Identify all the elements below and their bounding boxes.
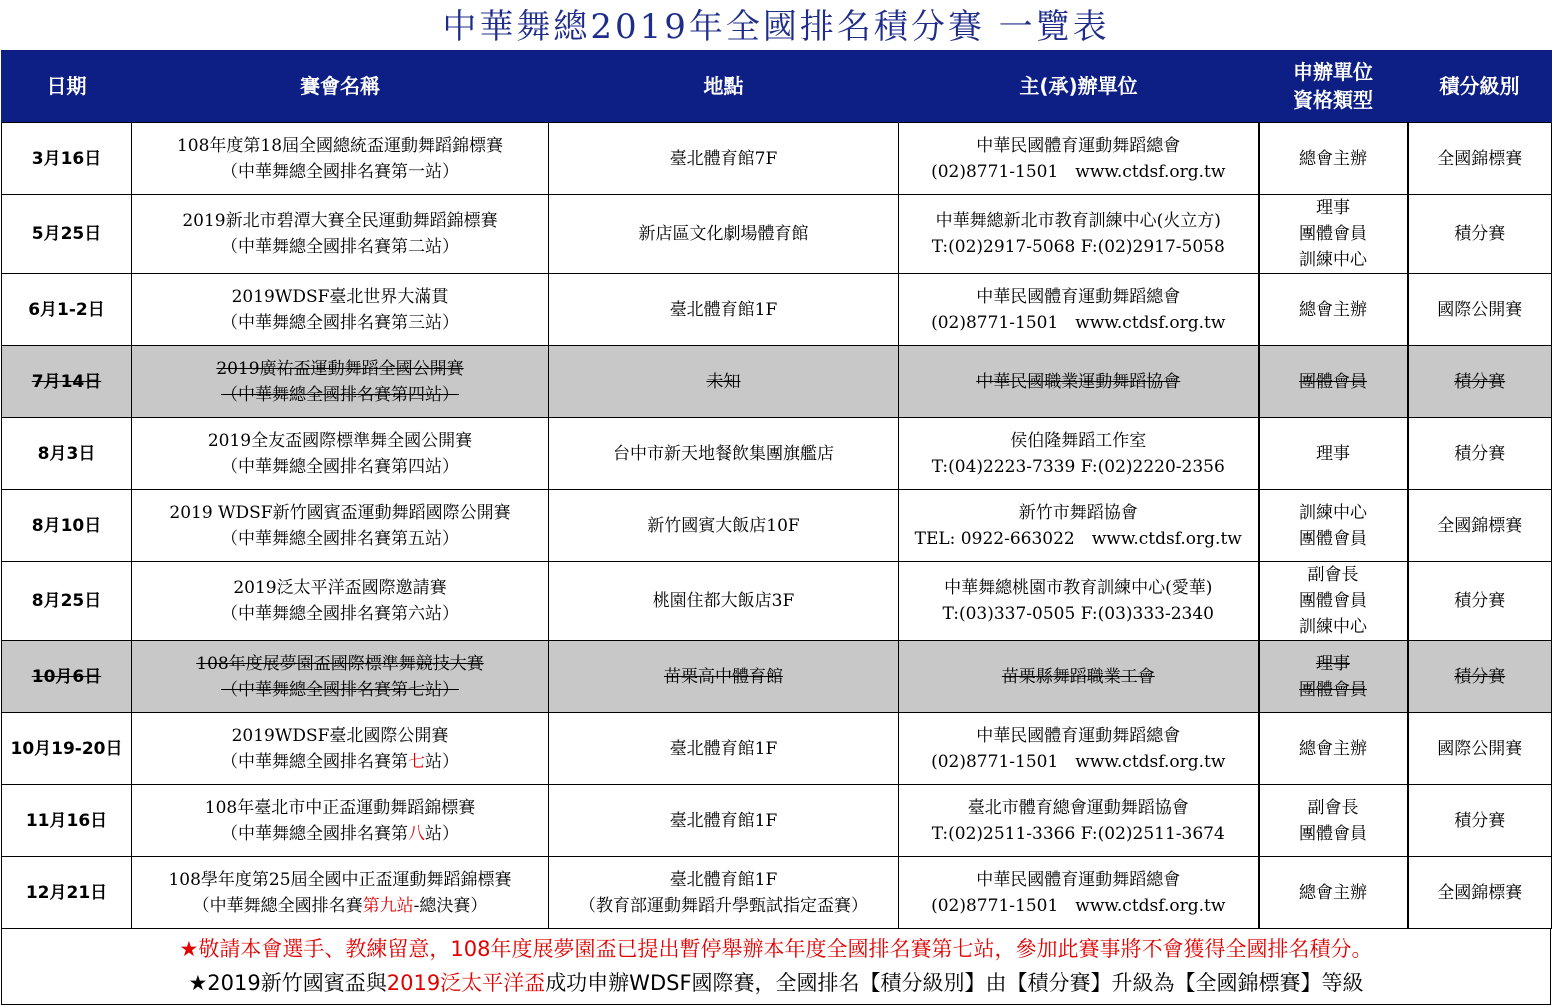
cell-venue xyxy=(549,785,899,857)
event-name: 2019 WDSF新竹國賓盃運動舞蹈國際公開賽 xyxy=(169,502,511,523)
event-stage: （中華舞總全國排名賽第一站） xyxy=(221,161,459,182)
cell-qualification xyxy=(1259,562,1408,641)
table-row xyxy=(2,346,1552,418)
venue-name: 苗栗高中體育館 xyxy=(664,666,783,687)
event-stage: （中華舞總全國排名賽第五站） xyxy=(221,528,459,549)
cell-organizer xyxy=(899,490,1259,562)
cell-qualification xyxy=(1259,785,1408,857)
header-event: 賽會名稱 xyxy=(132,50,549,123)
cell-event xyxy=(132,123,549,195)
cell-qualification xyxy=(1259,713,1408,785)
cell-organizer xyxy=(899,785,1259,857)
cell-level: 積分賽 xyxy=(1408,195,1552,274)
event-stage-part1: （中華舞總全國排名賽第 xyxy=(221,751,408,772)
note-upgrade-part2: 成功申辦WDSF國際賽，全國排名【積分級別】由【積分賽】升級為【全國錦標賽】等級 xyxy=(545,971,1364,995)
qualification-type: 總會主辦 xyxy=(1299,882,1367,903)
table-row xyxy=(2,418,1552,490)
event-name: 2019廣祐盃運動舞蹈全國公開賽 xyxy=(216,358,464,379)
venue-name: 新店區文化劇場體育館 xyxy=(638,224,809,244)
organizer-contact: T:(04)2223-7339 F:(02)2220-2356 xyxy=(931,456,1225,477)
event-name: 2019全友盃國際標準舞全國公開賽 xyxy=(207,430,473,451)
organizer-name: 中華民國職業運動舞蹈協會 xyxy=(976,371,1181,392)
cell-date: 8月3日 xyxy=(2,418,132,490)
cell-date: 5月25日 xyxy=(2,195,132,274)
venue-name: 桃園住都大飯店3F xyxy=(652,591,795,611)
table-row xyxy=(2,785,1552,857)
table-row xyxy=(2,562,1552,641)
table-row xyxy=(2,713,1552,785)
event-stage: （中華舞總全國排名賽第三站） xyxy=(221,312,459,333)
event-stage-part1: （中華舞總全國排名賽第 xyxy=(221,823,408,844)
organizer-contact: T:(03)337-0505 F:(03)333-2340 xyxy=(942,604,1214,624)
organizer-contact: T:(02)2917-5068 F:(02)2917-5058 xyxy=(931,237,1225,257)
venue-name: 未知 xyxy=(706,371,741,392)
qualification-type: 團體會員 xyxy=(1299,528,1367,549)
organizer-contact: T:(02)2511-3366 F:(02)2511-3674 xyxy=(931,823,1225,844)
note-upgrade-highlight: 2019泛太平洋盃 xyxy=(386,971,546,995)
table-body xyxy=(2,123,1552,929)
event-name: 108學年度第25屆全國中正盃運動舞蹈錦標賽 xyxy=(168,869,512,890)
cell-level: 積分賽 xyxy=(1408,785,1552,857)
cell-date: 6月1-2日 xyxy=(2,274,132,346)
cell-event xyxy=(132,857,549,929)
organizer-name: 中華民國體育運動舞蹈總會 xyxy=(976,869,1181,890)
note-upgrade xyxy=(2,966,1550,1000)
cell-qualification xyxy=(1259,490,1408,562)
cell-venue xyxy=(549,195,899,274)
cell-organizer xyxy=(899,195,1259,274)
event-stage-part2: 站） xyxy=(425,823,459,844)
qualification-type: 總會主辦 xyxy=(1299,148,1367,169)
star-icon: ★ xyxy=(188,971,208,995)
organizer-name: 臺北市體育總會運動舞蹈協會 xyxy=(967,797,1189,818)
event-stage-number: 八 xyxy=(408,823,425,844)
event-name: 2019WDSF臺北世界大滿貫 xyxy=(231,286,449,307)
qualification-type: 副會長 xyxy=(1307,565,1359,585)
qualification-type: 團體會員 xyxy=(1299,591,1367,611)
event-stage-part2: 站） xyxy=(425,751,459,772)
cell-qualification xyxy=(1259,123,1408,195)
cell-date: 8月25日 xyxy=(2,562,132,641)
qualification-type: 訓練中心 xyxy=(1299,617,1367,637)
cell-venue xyxy=(549,274,899,346)
venue-note: （教育部運動舞蹈升學甄試指定盃賽） xyxy=(579,895,868,916)
event-name: 108年度第18屆全國總統盃運動舞蹈錦標賽 xyxy=(176,135,504,156)
organizer-name: 苗栗縣舞蹈職業工會 xyxy=(1001,666,1155,687)
qualification-type: 訓練中心 xyxy=(1299,250,1367,270)
header-venue: 地點 xyxy=(549,50,899,123)
cell-date: 10月6日 xyxy=(2,641,132,713)
organizer-contact: (02)8771-1501 www.ctdsf.org.tw xyxy=(931,161,1226,182)
venue-name: 台中市新天地餐飲集團旗艦店 xyxy=(613,443,834,464)
event-name: 2019WDSF臺北國際公開賽 xyxy=(231,725,449,746)
organizer-contact: TEL: 0922-663022 www.ctdsf.org.tw xyxy=(914,528,1242,549)
header-qualification xyxy=(1259,50,1408,123)
qualification-type: 總會主辦 xyxy=(1299,299,1367,320)
event-name: 108年度展夢園盃國際標準舞競技大賽 xyxy=(196,653,484,674)
qualification-type: 團體會員 xyxy=(1299,371,1367,392)
organizer-name: 中華舞總新北市教育訓練中心(火立方) xyxy=(935,211,1221,231)
cell-level: 全國錦標賽 xyxy=(1408,857,1552,929)
cell-venue xyxy=(549,123,899,195)
qualification-type: 團體會員 xyxy=(1299,224,1367,244)
qualification-type: 團體會員 xyxy=(1299,679,1367,700)
organizer-name: 中華民國體育運動舞蹈總會 xyxy=(976,286,1181,307)
cell-level: 全國錦標賽 xyxy=(1408,123,1552,195)
header-date: 日期 xyxy=(2,50,132,123)
venue-name: 臺北體育館1F xyxy=(669,869,778,890)
cell-event xyxy=(132,195,549,274)
organizer-name: 中華民國體育運動舞蹈總會 xyxy=(976,725,1181,746)
header-qualification-line2: 資格類型 xyxy=(1293,88,1373,112)
cell-qualification xyxy=(1259,857,1408,929)
header-level: 積分級別 xyxy=(1408,50,1552,123)
organizer-name: 中華舞總桃園市教育訓練中心(愛華) xyxy=(944,578,1213,598)
organizer-name: 新竹市舞蹈協會 xyxy=(1018,502,1138,523)
cell-venue xyxy=(549,641,899,713)
organizer-contact: (02)8771-1501 www.ctdsf.org.tw xyxy=(931,312,1226,333)
cell-organizer xyxy=(899,123,1259,195)
cell-level: 積分賽 xyxy=(1408,418,1552,490)
qualification-type: 理事 xyxy=(1316,443,1350,464)
header-organizer: 主(承)辦單位 xyxy=(899,50,1259,123)
table-row xyxy=(2,857,1552,929)
cell-date: 10月19-20日 xyxy=(2,713,132,785)
cell-qualification xyxy=(1259,418,1408,490)
organizer-contact: (02)8771-1501 www.ctdsf.org.tw xyxy=(931,895,1226,916)
event-stage-part1: （中華舞總全國排名賽 xyxy=(192,895,363,916)
qualification-type: 理事 xyxy=(1316,198,1350,218)
venue-name: 臺北體育館1F xyxy=(669,299,778,320)
cell-venue xyxy=(549,418,899,490)
organizer-contact: (02)8771-1501 www.ctdsf.org.tw xyxy=(931,751,1226,772)
venue-name: 臺北體育館1F xyxy=(669,810,778,831)
cell-qualification xyxy=(1259,641,1408,713)
cell-organizer xyxy=(899,562,1259,641)
cell-qualification xyxy=(1259,346,1408,418)
cell-date: 8月10日 xyxy=(2,490,132,562)
notes-box xyxy=(1,928,1551,1005)
venue-name: 新竹國賓大飯店10F xyxy=(647,515,800,536)
cell-event xyxy=(132,785,549,857)
organizer-name: 中華民國體育運動舞蹈總會 xyxy=(976,135,1181,156)
venue-name: 臺北體育館7F xyxy=(669,148,778,169)
qualification-type: 訓練中心 xyxy=(1299,502,1367,523)
table-header-row xyxy=(2,50,1552,123)
event-name: 108年臺北市中正盃運動舞蹈錦標賽 xyxy=(204,797,476,818)
event-stage xyxy=(132,821,548,847)
cell-date: 3月16日 xyxy=(2,123,132,195)
cell-event xyxy=(132,641,549,713)
competition-table xyxy=(1,50,1552,929)
cell-level: 國際公開賽 xyxy=(1408,274,1552,346)
qualification-type: 總會主辦 xyxy=(1299,738,1367,759)
cell-venue xyxy=(549,346,899,418)
organizer-name: 侯伯隆舞蹈工作室 xyxy=(1010,430,1147,451)
cell-venue xyxy=(549,713,899,785)
qualification-type: 團體會員 xyxy=(1299,823,1367,844)
cell-event xyxy=(132,562,549,641)
event-stage: （中華舞總全國排名賽第六站） xyxy=(221,604,459,624)
cell-level: 積分賽 xyxy=(1408,562,1552,641)
cell-organizer xyxy=(899,418,1259,490)
venue-name: 臺北體育館1F xyxy=(669,738,778,759)
event-stage xyxy=(132,749,548,775)
qualification-type: 副會長 xyxy=(1307,797,1359,818)
event-stage: （中華舞總全國排名賽第四站） xyxy=(221,456,459,477)
page-title: 中華舞總2019年全國排名積分賽 一覽表 xyxy=(442,7,1110,47)
event-stage-part2: -總決賽） xyxy=(413,895,488,916)
cell-venue xyxy=(549,857,899,929)
table-row xyxy=(2,195,1552,274)
cell-venue xyxy=(549,490,899,562)
event-stage-number: 第九站 xyxy=(362,895,414,916)
cell-date: 11月16日 xyxy=(2,785,132,857)
event-stage: （中華舞總全國排名賽第四站） xyxy=(221,384,459,405)
cell-event xyxy=(132,418,549,490)
cell-qualification xyxy=(1259,195,1408,274)
cell-organizer xyxy=(899,641,1259,713)
cell-qualification xyxy=(1259,274,1408,346)
cell-event xyxy=(132,346,549,418)
table-row xyxy=(2,490,1552,562)
event-stage: （中華舞總全國排名賽第二站） xyxy=(221,237,459,257)
event-name: 2019新北市碧潭大賽全民運動舞蹈錦標賽 xyxy=(182,211,498,231)
note-cancellation: ★敬請本會選手、教練留意，108年度展夢園盃已提出暫停舉辦本年度全國排名賽第七站，參加此賽事將不會獲得全國排名積分。 xyxy=(179,937,1373,961)
cell-organizer xyxy=(899,274,1259,346)
cell-level: 積分賽 xyxy=(1408,346,1552,418)
cell-venue xyxy=(549,562,899,641)
table-row xyxy=(2,123,1552,195)
cell-organizer xyxy=(899,713,1259,785)
cell-level: 全國錦標賽 xyxy=(1408,490,1552,562)
cell-event xyxy=(132,274,549,346)
table-row xyxy=(2,274,1552,346)
event-name: 2019泛太平洋盃國際邀請賽 xyxy=(233,578,447,598)
cell-organizer xyxy=(899,346,1259,418)
cell-date: 7月14日 xyxy=(2,346,132,418)
table-row xyxy=(2,641,1552,713)
qualification-type: 理事 xyxy=(1316,653,1350,674)
event-stage xyxy=(132,893,548,919)
cell-date: 12月21日 xyxy=(2,857,132,929)
cell-organizer xyxy=(899,857,1259,929)
note-upgrade-part1: 2019新竹國賓盃與 xyxy=(207,971,387,995)
cell-level: 積分賽 xyxy=(1408,641,1552,713)
header-qualification-line1: 申辦單位 xyxy=(1293,60,1373,84)
event-stage: （中華舞總全國排名賽第七站） xyxy=(221,679,459,700)
cell-level: 國際公開賽 xyxy=(1408,713,1552,785)
event-stage-number: 七 xyxy=(408,751,425,772)
cell-event xyxy=(132,490,549,562)
cell-event xyxy=(132,713,549,785)
